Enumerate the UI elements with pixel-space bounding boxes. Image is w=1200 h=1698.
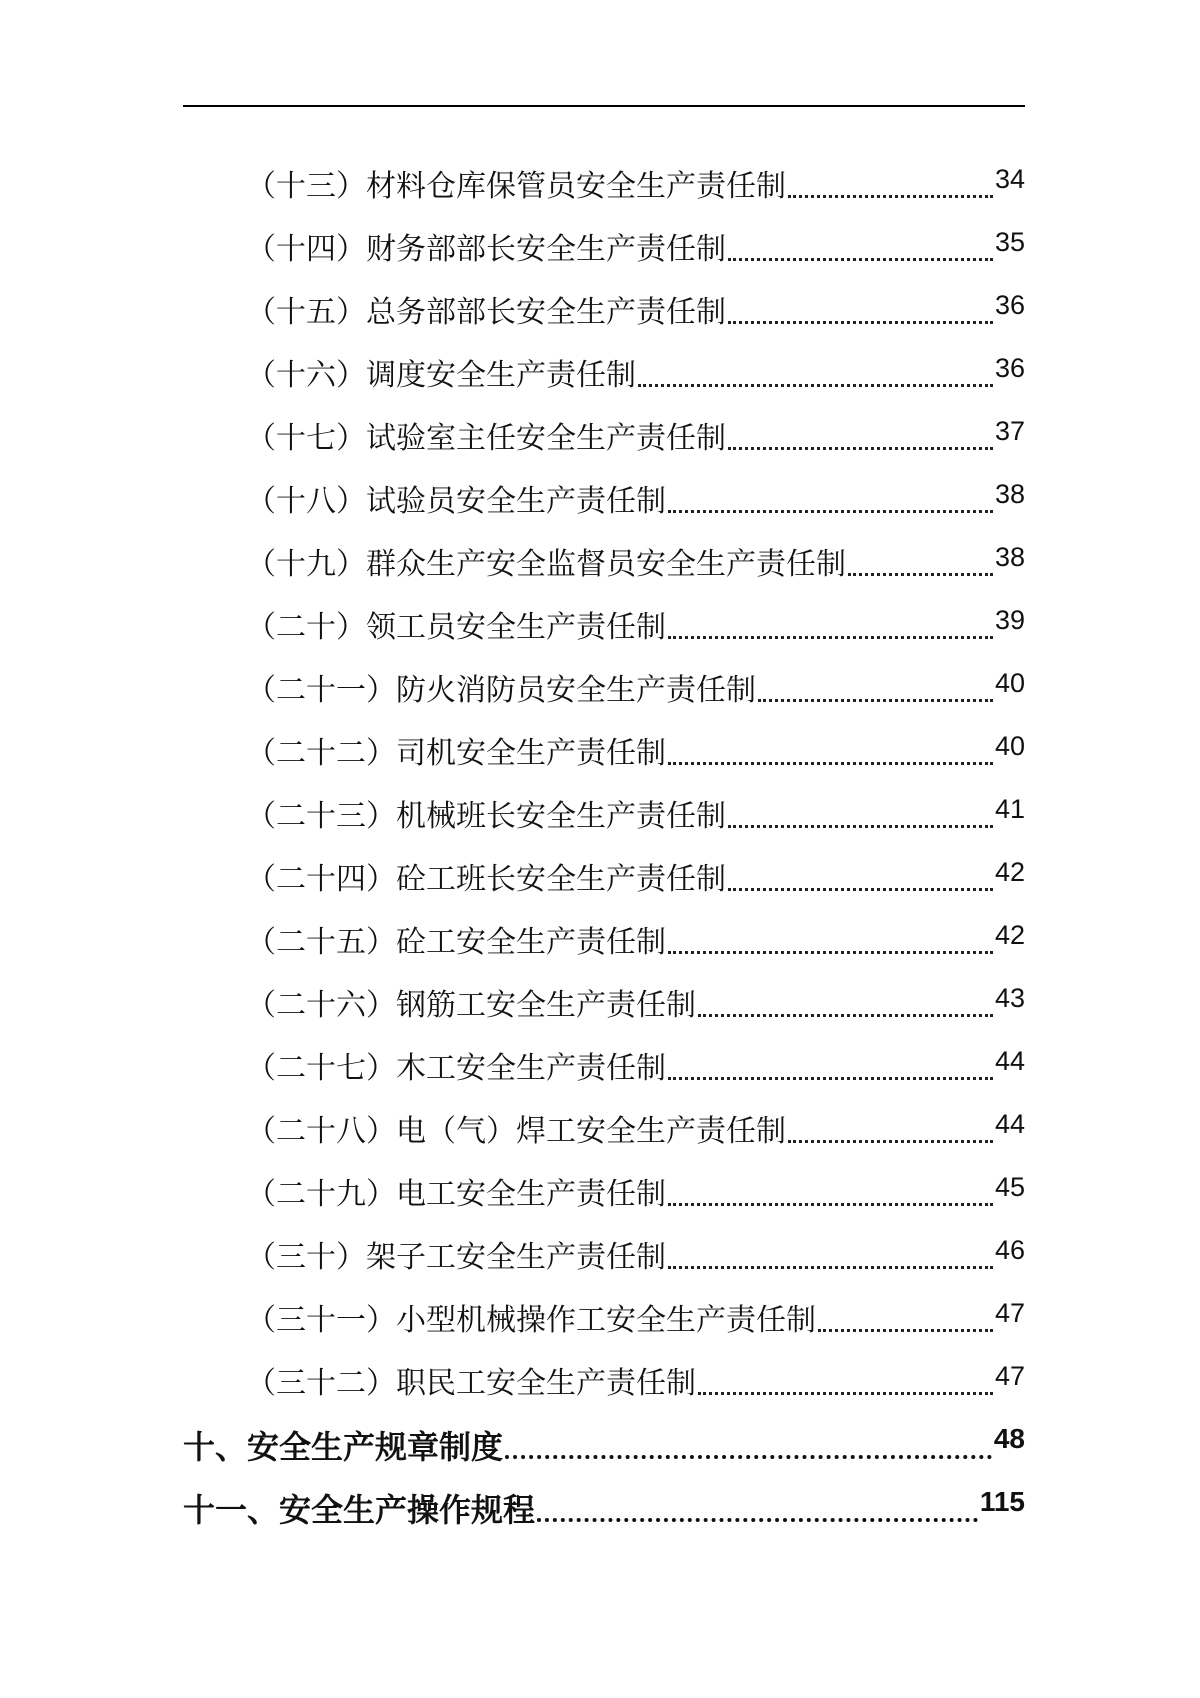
toc-page-number: 44 xyxy=(994,1109,1025,1139)
header-rule xyxy=(183,105,1025,107)
toc-page-number: 43 xyxy=(994,983,1025,1013)
toc-page-number: 45 xyxy=(994,1172,1025,1202)
toc-entry-title: 十一、安全生产操作规程 xyxy=(183,1491,536,1529)
toc-entry[interactable] xyxy=(246,543,1025,587)
toc-entry-title: （二十一）防火消防员安全生产责任制 xyxy=(246,673,756,708)
toc-entry-title: （二十九）电工安全生产责任制 xyxy=(246,1177,666,1212)
toc-entry[interactable] xyxy=(246,921,1025,965)
toc-entry[interactable] xyxy=(246,669,1025,713)
toc-dot-leader xyxy=(788,195,993,198)
toc-dot-leader xyxy=(728,825,993,828)
toc-entry-title: （十六）调度安全生产责任制 xyxy=(246,358,636,393)
toc-dot-leader xyxy=(668,1077,993,1080)
toc-dot-leader xyxy=(728,888,993,891)
toc-page-number: 42 xyxy=(994,857,1025,887)
toc-page-number: 40 xyxy=(994,668,1025,698)
toc-page-number: 47 xyxy=(994,1298,1025,1328)
toc-page-number: 36 xyxy=(994,353,1025,383)
toc-entry-title: （二十）领工员安全生产责任制 xyxy=(246,610,666,645)
toc-page-number: 37 xyxy=(994,416,1025,446)
toc-page-number: 35 xyxy=(994,227,1025,257)
toc-entry[interactable] xyxy=(246,984,1025,1028)
toc-page-number: 42 xyxy=(994,920,1025,950)
toc-page-number: 48 xyxy=(993,1423,1025,1454)
toc-entry-chapter[interactable] xyxy=(183,1488,1025,1532)
toc-entry[interactable] xyxy=(246,480,1025,524)
toc-dot-leader xyxy=(848,573,993,576)
toc-entry[interactable] xyxy=(246,1110,1025,1154)
toc-entry[interactable] xyxy=(246,732,1025,776)
toc-dot-leader xyxy=(728,258,993,261)
toc-dot-leader xyxy=(668,1266,993,1269)
toc-entry[interactable] xyxy=(246,354,1025,398)
toc-page-number: 41 xyxy=(994,794,1025,824)
toc-dot-leader xyxy=(668,636,993,639)
toc-entry[interactable] xyxy=(246,1299,1025,1343)
toc-dot-leader xyxy=(788,1140,993,1143)
toc-entry[interactable] xyxy=(246,1362,1025,1406)
toc-page-number: 115 xyxy=(979,1486,1025,1517)
toc-entry-title: （十九）群众生产安全监督员安全生产责任制 xyxy=(246,547,846,582)
toc-page-number: 44 xyxy=(994,1046,1025,1076)
toc-page-number: 39 xyxy=(994,605,1025,635)
toc-dot-leader xyxy=(668,951,993,954)
toc-dot-leader xyxy=(668,1203,993,1206)
toc-dot-leader xyxy=(505,1455,992,1459)
toc-entry[interactable] xyxy=(246,165,1025,209)
toc-entry-title: （二十二）司机安全生产责任制 xyxy=(246,736,666,771)
toc-entry[interactable] xyxy=(246,1047,1025,1091)
toc-page-number: 38 xyxy=(994,479,1025,509)
toc-entry-title: （二十四）砼工班长安全生产责任制 xyxy=(246,862,726,897)
toc-entry[interactable] xyxy=(246,858,1025,902)
toc-entry-title: （二十三）机械班长安全生产责任制 xyxy=(246,799,726,834)
toc-page-number: 47 xyxy=(994,1361,1025,1391)
toc-page-number: 38 xyxy=(994,542,1025,572)
toc-entry-title: （十五）总务部部长安全生产责任制 xyxy=(246,295,726,330)
toc-entry-title: （二十八）电（气）焊工安全生产责任制 xyxy=(246,1114,786,1149)
toc-entry[interactable] xyxy=(246,795,1025,839)
toc-entry[interactable] xyxy=(246,1236,1025,1280)
toc-entry-title: （二十五）砼工安全生产责任制 xyxy=(246,925,666,960)
toc-dot-leader xyxy=(728,321,993,324)
toc-entry-title: （十三）材料仓库保管员安全生产责任制 xyxy=(246,169,786,204)
toc-entry-title: （十八）试验员安全生产责任制 xyxy=(246,484,666,519)
toc-entry[interactable] xyxy=(246,1173,1025,1217)
toc-dot-leader xyxy=(698,1014,993,1017)
toc-entry-title: （三十二）职民工安全生产责任制 xyxy=(246,1366,696,1401)
toc-page-number: 40 xyxy=(994,731,1025,761)
toc-dot-leader xyxy=(758,699,993,702)
toc-entry-title: （三十）架子工安全生产责任制 xyxy=(246,1240,666,1275)
toc-dot-leader xyxy=(728,447,993,450)
toc-dot-leader xyxy=(537,1518,978,1522)
toc-dot-leader xyxy=(818,1329,993,1332)
toc-entry-chapter[interactable] xyxy=(183,1425,1025,1469)
toc-entry[interactable] xyxy=(246,228,1025,272)
toc-dot-leader xyxy=(638,384,993,387)
toc-dot-leader xyxy=(668,762,993,765)
toc-entry[interactable] xyxy=(246,417,1025,461)
toc-page-number: 36 xyxy=(994,290,1025,320)
toc-page-number: 34 xyxy=(994,164,1025,194)
toc-dot-leader xyxy=(698,1392,993,1395)
toc-entry-title: （十四）财务部部长安全生产责任制 xyxy=(246,232,726,267)
toc-page-number: 46 xyxy=(994,1235,1025,1265)
toc-entry[interactable] xyxy=(246,606,1025,650)
toc-entry-title: （十七）试验室主任安全生产责任制 xyxy=(246,421,726,456)
toc-entry-title: 十、安全生产规章制度 xyxy=(183,1428,504,1466)
toc-entry[interactable] xyxy=(246,291,1025,335)
toc-entry-title: （三十一）小型机械操作工安全生产责任制 xyxy=(246,1303,816,1338)
toc-entry-title: （二十七）木工安全生产责任制 xyxy=(246,1051,666,1086)
toc-entry-title: （二十六）钢筋工安全生产责任制 xyxy=(246,988,696,1023)
toc-dot-leader xyxy=(668,510,993,513)
